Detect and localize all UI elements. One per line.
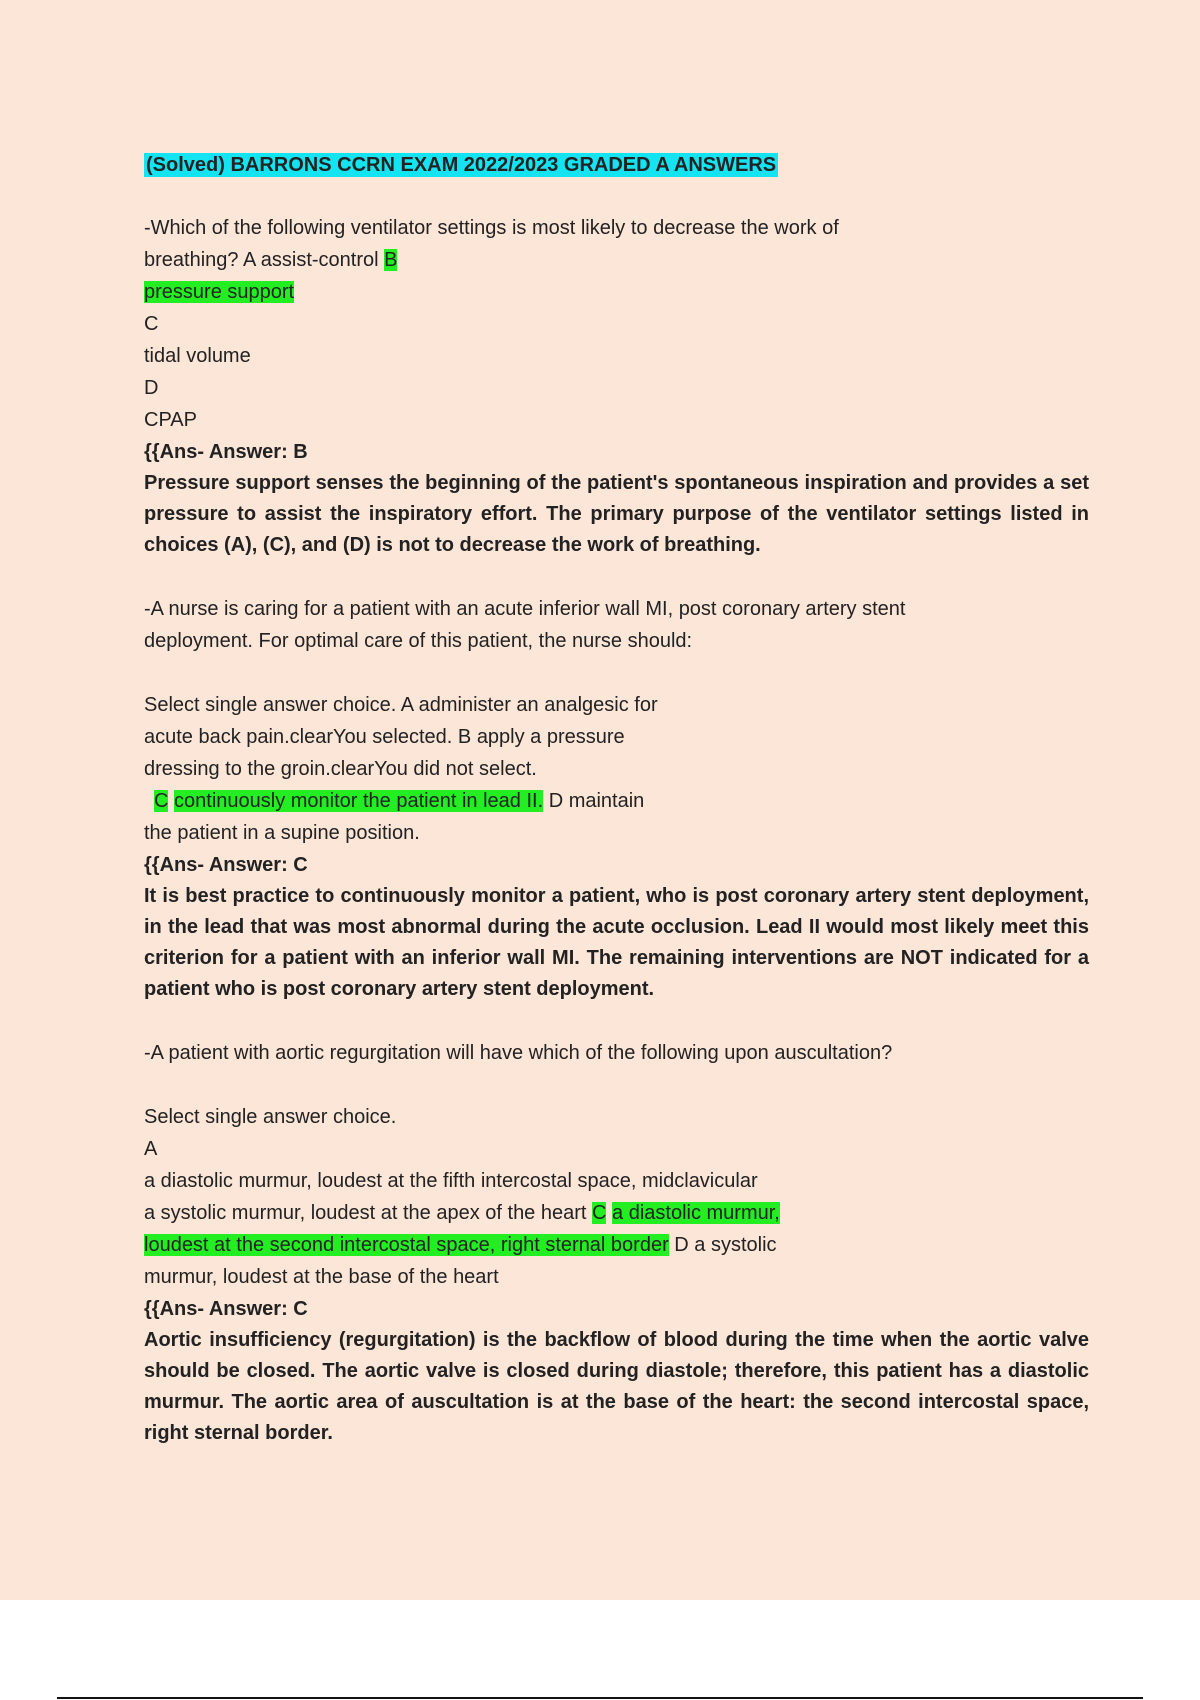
- spacer: [144, 1069, 1089, 1101]
- q2-line-7: the patient in a supine position.: [144, 822, 420, 844]
- q1-line-2: [144, 244, 1089, 276]
- q3-highlight-answer-part-2: loudest at the second intercostal space, right sternal border: [144, 1234, 669, 1256]
- q1-highlight-letter: B: [384, 249, 398, 271]
- q3-line-5: [144, 1197, 1089, 1229]
- q2-line-6-rest: D maintain: [543, 790, 645, 812]
- q3-line-6-rest: D a systolic: [668, 1234, 777, 1256]
- q2-explanation: It is best practice to continuously monitor a patient, who is post coronary artery stent deployment, in the lead that was most abnormal during the acute occlusion. Lead II would most likely meet this criterion for a patient with an inferior wall MI. The remaining interventions are NOT indicated for a patient who is post coronary artery stent deployment.: [144, 885, 1089, 1000]
- q3-line-7: murmur, loudest at the base of the heart: [144, 1266, 499, 1288]
- q3-explanation: Aortic insufficiency (regurgitation) is the backflow of blood during the time when the aortic valve should be closed. The aortic valve is closed during diastole; therefore, this patient has a diastolic murmur. The aortic area of auscultation is at the base of the heart: the second intercostal space, right sternal border.: [144, 1329, 1089, 1444]
- q2-line-2: deployment. For optimal care of this patient, the nurse should:: [144, 630, 693, 652]
- spacer: [144, 657, 1089, 689]
- q3-line-1: -A patient with aortic regurgitation will have which of the following upon auscultation?: [144, 1042, 893, 1064]
- footer-divider: [57, 1697, 1143, 1699]
- q2-line-5: dressing to the groin.clearYou did not select.: [144, 758, 537, 780]
- q1-option-d-letter: D: [144, 377, 159, 399]
- title-row: [144, 148, 1089, 182]
- spacer: [144, 1005, 1089, 1037]
- q1-line-3: [144, 276, 1089, 308]
- q3-answer: {{Ans- Answer: C: [144, 1298, 308, 1320]
- q1-line-2-text: breathing? A assist-control: [144, 249, 385, 271]
- q1-answer: {{Ans- Answer: B: [144, 441, 308, 463]
- q3-line-4: a diastolic murmur, loudest at the fifth intercostal space, midclavicular: [144, 1170, 758, 1192]
- q3-line-5-text: a systolic murmur, loudest at the apex of the heart: [144, 1202, 593, 1224]
- q1-option-c-letter: C: [144, 313, 159, 335]
- q1-option-c-text: tidal volume: [144, 345, 251, 367]
- q2-answer: {{Ans- Answer: C: [144, 854, 308, 876]
- q2-highlight-answer: continuously monitor the patient in lead II.: [174, 790, 544, 812]
- q2-line-1: -A nurse is caring for a patient with an acute inferior wall MI, post coronary artery stent: [144, 598, 906, 620]
- q3-line-6: [144, 1229, 1089, 1261]
- q2-highlight-letter: C: [154, 790, 169, 812]
- q3-line-3: A: [144, 1138, 158, 1160]
- document-content: [144, 148, 1089, 1449]
- document-title: (Solved) BARRONS CCRN EXAM 2022/2023 GRADED A ANSWERS: [146, 154, 777, 176]
- q1-option-d-text: CPAP: [144, 409, 197, 431]
- q3-highlight-answer-part-1: a diastolic murmur,: [612, 1202, 780, 1224]
- spacer: [144, 561, 1089, 593]
- q3-line-2: Select single answer choice.: [144, 1106, 397, 1128]
- q2-line-3: Select single answer choice. A administer an analgesic for: [144, 694, 658, 716]
- q2-line-6: [144, 785, 1089, 817]
- q3-highlight-letter: C: [592, 1202, 607, 1224]
- q1-explanation: Pressure support senses the beginning of the patient's spontaneous inspiration and provides a set pressure to assist the inspiratory effort. The primary purpose of the ventilator settings listed in choices (A), (C), and (D) is not to decrease the work of breathing.: [144, 472, 1089, 556]
- q2-line-4: acute back pain.clearYou selected. B apply a pressure: [144, 726, 625, 748]
- q1-highlight-answer: pressure support: [144, 281, 295, 303]
- q1-line-1: -Which of the following ventilator settings is most likely to decrease the work of: [144, 217, 839, 239]
